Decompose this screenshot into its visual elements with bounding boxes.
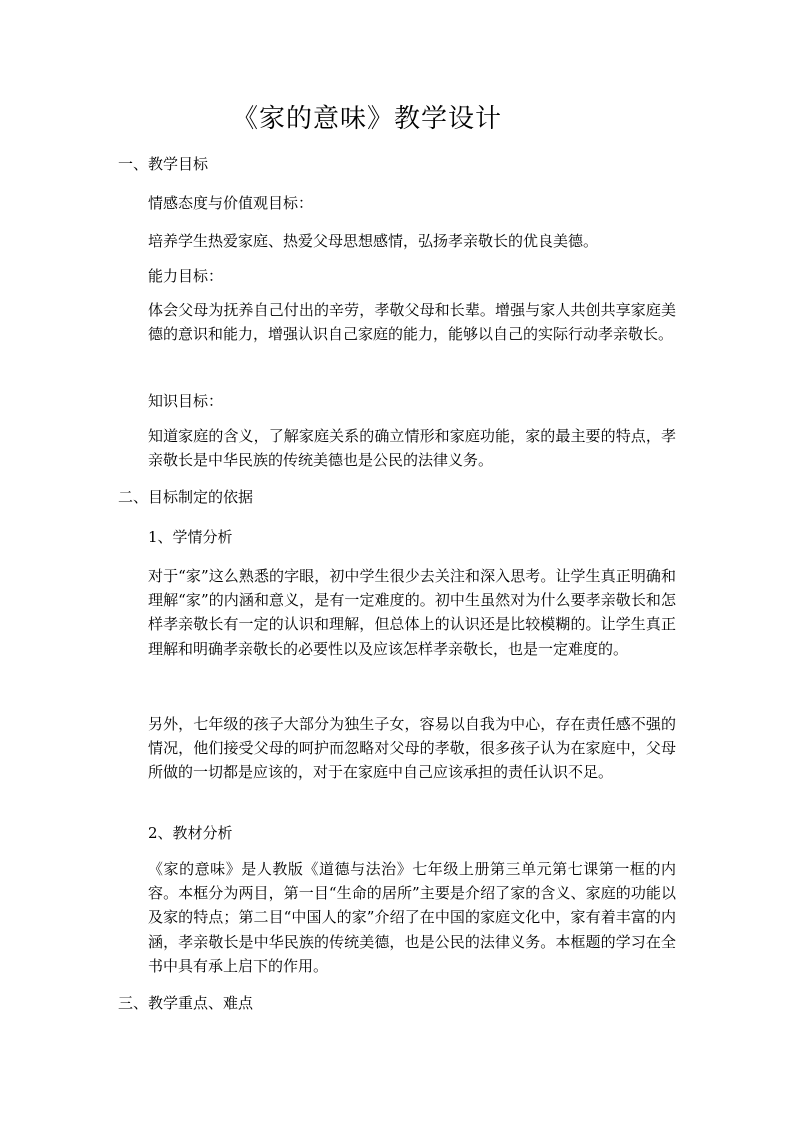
knowledge-goal-label: 知识目标： <box>148 392 224 410</box>
emotion-goal-label: 情感态度与价值观目标： <box>148 194 314 212</box>
section-heading-key-points: 三、教学重点、难点 <box>118 994 254 1012</box>
ability-goal-text: 体会父母为抚养自己付出的辛劳，孝敬父母和长辈。增强与家人共创共享家庭美德的意识和能力，增强认识自己家庭的能力，能够以自己的实际行动孝亲敬长。 <box>148 301 676 344</box>
learner-analysis-para-2: 另外，七年级的孩子大部分为独生子女，容易以自我为中心，存在责任感不强的情况，他们接受父母的呵护而忽略对父母的孝敬，很多孩子认为在家庭中，父母所做的一切都是应该的，对于在家庭中自己应该承担的责任认识不足。 <box>148 715 676 782</box>
ability-goal-label: 能力目标： <box>148 267 224 285</box>
textbook-analysis-para: 《家的意味》是人教版《道德与法治》七年级上册第三单元第七课第一框的内容。本框分为两目，第一目“生命的居所”主要是介绍了家的含义、家庭的功能以及家的特点；第二目“中国人的家”介绍了在中国的家庭文化中，家有着丰富的内涵，孝亲敬长是中华民族的传统美德，也是公民的法律义务。本框题的学习在全书中具有承上启下的作用。 <box>148 860 676 975</box>
section-heading-basis: 二、目标制定的依据 <box>118 488 254 506</box>
section-heading-teaching-goals: 一、教学目标 <box>118 155 209 173</box>
learner-analysis-label: 1、学情分析 <box>148 528 233 546</box>
knowledge-goal-text: 知道家庭的含义，了解家庭关系的确立情形和家庭功能，家的最主要的特点，孝亲敬长是中华民族的传统美德也是公民的法律义务。 <box>148 427 676 470</box>
document-title: 《家的意味》教学设计 <box>231 104 502 134</box>
emotion-goal-text: 培养学生热爱家庭、热爱父母思想感情，弘扬孝亲敬长的优良美德。 <box>148 232 599 250</box>
learner-analysis-para-1: 对于“家”这么熟悉的字眼，初中学生很少去关注和深入思考。让学生真正明确和理解“家”的内涵和意义，是有一定难度的。初中生虽然对为什么要孝亲敬长和怎样孝亲敬长有一定的认识和理解，但总体上的认识还是比较模糊的。让学生真正理解和明确孝亲敬长的必要性以及应该怎样孝亲敬长，也是一定难度的。 <box>148 567 676 658</box>
textbook-analysis-label: 2、教材分析 <box>148 824 233 842</box>
